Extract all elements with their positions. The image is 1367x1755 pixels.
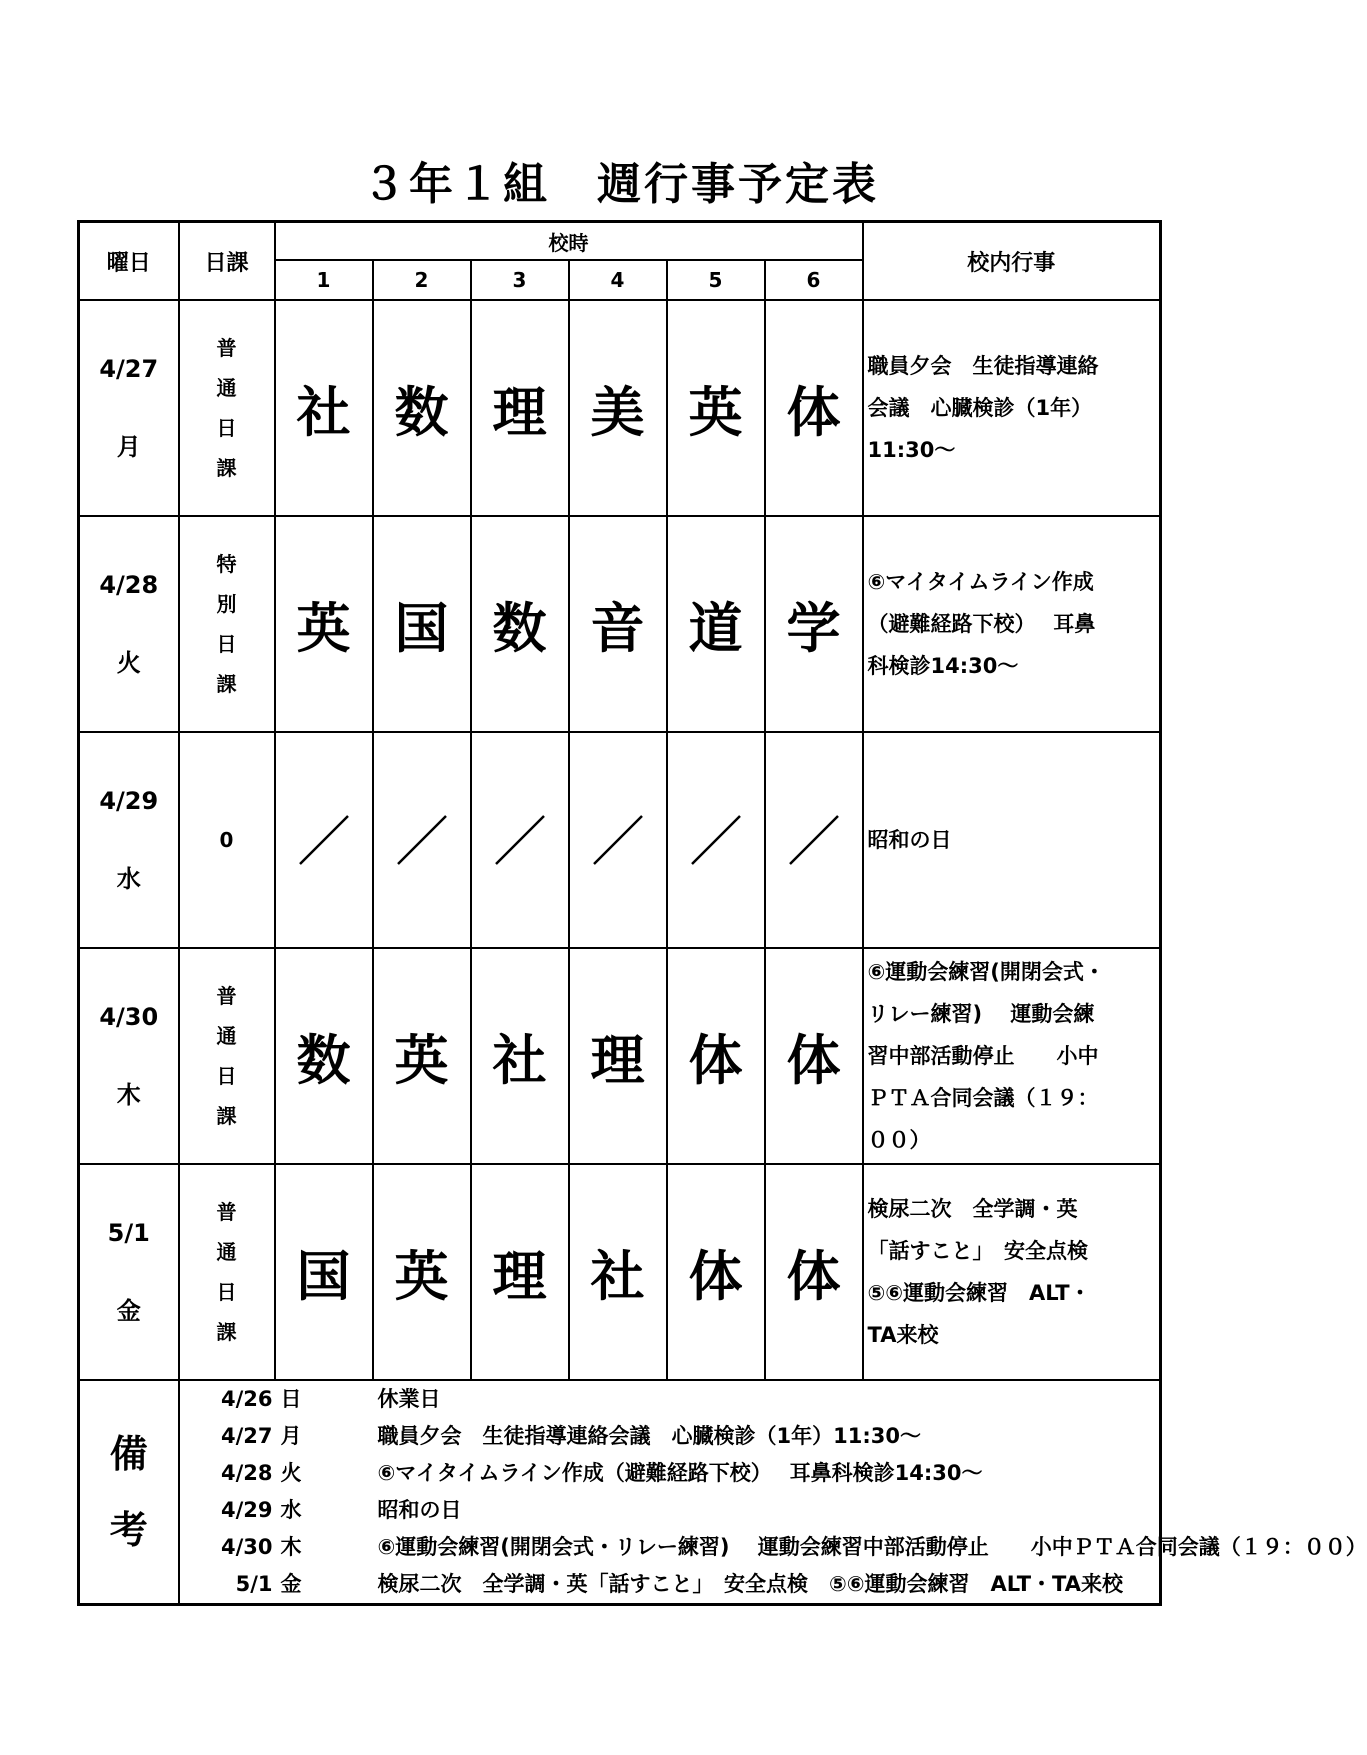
header-periods: 校時	[275, 222, 863, 261]
day-date: 4/29	[99, 786, 159, 815]
note-row: 4/26 日 休業日	[220, 1387, 441, 1411]
day-kind: 特 別 日 課	[179, 516, 275, 732]
day-date: 4/27	[99, 354, 159, 383]
period-1: 1	[275, 260, 373, 300]
period-3: 3	[471, 260, 569, 300]
event-cell: ⑥マイタイムライン作成 （避難経路下校） 耳鼻 科検診14:30～	[863, 516, 1161, 732]
header-events: 校内行事	[863, 222, 1161, 301]
event-cell: 昭和の日	[863, 732, 1161, 948]
subject-cell: 数	[471, 516, 569, 732]
slash-icon	[686, 810, 746, 870]
subject-cell: 体	[765, 948, 863, 1164]
header-schedule: 日課	[179, 222, 275, 301]
subject-cell: 理	[471, 1164, 569, 1380]
subject-cell: 社	[471, 948, 569, 1164]
subject-cell: 英	[275, 516, 373, 732]
subject-cell: 美	[569, 300, 667, 516]
period-4: 4	[569, 260, 667, 300]
day-weekday: 水	[116, 864, 141, 893]
day-date-cell	[79, 948, 179, 1164]
slash-icon	[490, 810, 550, 870]
subject-cell: 道	[667, 516, 765, 732]
slash-icon	[588, 810, 648, 870]
note-row: 4/27 月 職員夕会 生徒指導連絡会議 心臓検診（1年）11:30～	[220, 1424, 921, 1448]
note-row: 4/29 水 昭和の日	[220, 1498, 462, 1522]
day-date: 5/1	[107, 1218, 150, 1247]
subject-cell: 数	[275, 948, 373, 1164]
subject-cell: 国	[373, 516, 471, 732]
header-day: 曜日	[79, 222, 179, 301]
day-date-cell	[79, 516, 179, 732]
day-date-cell	[79, 1164, 179, 1380]
subject-cell: 社	[569, 1164, 667, 1380]
event-cell: 検尿二次 全学調・英 「話すこと」 安全点検 ⑤⑥運動会練習 ALT・ TA来校	[863, 1164, 1161, 1380]
day-date-cell	[79, 732, 179, 948]
day-weekday: 月	[116, 432, 141, 461]
subject-cell: 社	[275, 300, 373, 516]
day-date: 4/30	[99, 1002, 159, 1031]
subject-cell: 英	[667, 300, 765, 516]
subject-cell: 英	[373, 948, 471, 1164]
slash-icon	[294, 810, 354, 870]
day-weekday: 木	[116, 1080, 141, 1109]
day-kind: 0	[179, 732, 275, 948]
no-class-slash	[569, 732, 667, 948]
remarks-label: 備 考	[79, 1380, 179, 1604]
day-row	[79, 732, 1161, 948]
day-row	[79, 948, 1161, 1164]
remarks-notes	[179, 1380, 1367, 1604]
period-5: 5	[667, 260, 765, 300]
subject-cell: 英	[373, 1164, 471, 1380]
day-kind: 普 通 日 課	[179, 300, 275, 516]
day-date-cell	[79, 300, 179, 516]
subject-cell: 国	[275, 1164, 373, 1380]
slash-icon	[784, 810, 844, 870]
subject-cell: 体	[765, 300, 863, 516]
subject-cell: 音	[569, 516, 667, 732]
no-class-slash	[667, 732, 765, 948]
subject-cell: 体	[667, 948, 765, 1164]
no-class-slash	[373, 732, 471, 948]
subject-cell: 体	[765, 1164, 863, 1380]
day-row	[79, 1164, 1161, 1380]
day-weekday: 金	[116, 1296, 141, 1325]
no-class-slash	[765, 732, 863, 948]
subject-cell: 数	[373, 300, 471, 516]
day-date: 4/28	[99, 570, 159, 599]
note-row: 4/28 火 ⑥マイタイムライン作成（避難経路下校） 耳鼻科検診14:30～	[220, 1461, 983, 1485]
day-row	[79, 516, 1161, 732]
no-class-slash	[471, 732, 569, 948]
page-title: ３年１組 週行事予定表	[362, 159, 879, 210]
subject-cell: 体	[667, 1164, 765, 1380]
note-row: 5/1 金 検尿二次 全学調・英「話すこと」 安全点検 ⑤⑥運動会練習 ALT・TA来校	[235, 1572, 1123, 1596]
remarks-row	[79, 1380, 1161, 1604]
note-row: 4/30 木 ⑥運動会練習(開閉会式・リレー練習) 運動会練習中部活動停止 小中ＰＴＡ合同会議（１９：００）	[220, 1535, 1367, 1559]
day-row	[79, 300, 1161, 516]
event-cell: ⑥運動会練習(開閉会式・ リレー練習) 運動会練 習中部活動停止 小中 ＰＴＡ合同会議（１９： ００）	[863, 948, 1161, 1164]
subject-cell: 理	[471, 300, 569, 516]
no-class-slash	[275, 732, 373, 948]
weekly-schedule-table	[77, 220, 1367, 1606]
period-2: 2	[373, 260, 471, 300]
day-kind: 普 通 日 課	[179, 1164, 275, 1380]
event-cell: 職員夕会 生徒指導連絡 会議 心臓検診（1年） 11:30～	[863, 300, 1161, 516]
day-kind: 普 通 日 課	[179, 948, 275, 1164]
day-weekday: 火	[116, 648, 141, 677]
subject-cell: 学	[765, 516, 863, 732]
subject-cell: 理	[569, 948, 667, 1164]
period-6: 6	[765, 260, 863, 300]
slash-icon	[392, 810, 452, 870]
